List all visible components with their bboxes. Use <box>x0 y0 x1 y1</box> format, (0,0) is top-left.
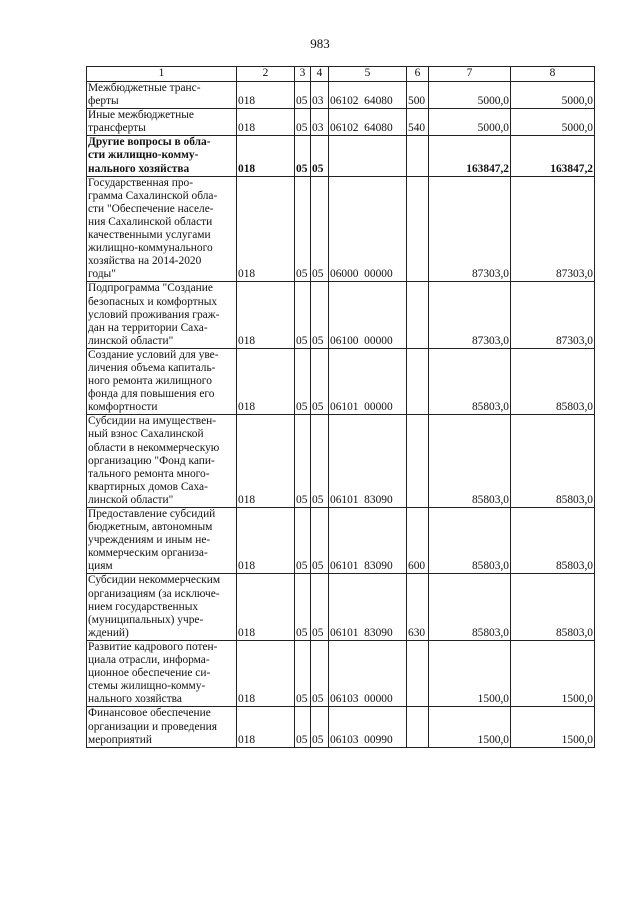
row-name: Государственная про- грамма Сахалинской обла- сти "Обеспечение населе- ния Сахалинской области качественными услугами жилищно-коммунального хозяйства на 2014-2020 годы" <box>87 176 237 282</box>
row-sum-col7: 85803,0 <box>429 415 511 508</box>
row-name: Создание условий для уве- личения объема капиталь- ного ремонта жилищного фонда для повышения его комфортности <box>87 348 237 414</box>
row-sum-col8: 85803,0 <box>511 574 595 640</box>
row-ved: 018 <box>237 348 295 414</box>
row-name: Финансовое обеспечение организации и проведения мероприятий <box>87 707 237 747</box>
row-sum-col7: 85803,0 <box>429 508 511 574</box>
row-rz: 05 <box>295 82 311 109</box>
header-cell: 5 <box>329 67 407 82</box>
row-sum-col7: 1500,0 <box>429 640 511 706</box>
row-ved: 018 <box>237 282 295 348</box>
row-expense-type: 500 <box>407 82 429 109</box>
row-sum-col7: 87303,0 <box>429 282 511 348</box>
row-pr: 03 <box>311 82 329 109</box>
row-sum-col8: 85803,0 <box>511 508 595 574</box>
row-pr: 05 <box>311 136 329 176</box>
header-cell: 2 <box>237 67 295 82</box>
row-ved: 018 <box>237 109 295 136</box>
table-row <box>87 282 595 348</box>
row-sum-col7: 87303,0 <box>429 176 511 282</box>
row-expense-type <box>407 707 429 747</box>
row-pr: 05 <box>311 574 329 640</box>
row-target-code: 06100 00000 <box>329 282 407 348</box>
row-expense-type <box>407 348 429 414</box>
row-name: Подпрограмма "Создание безопасных и комфортных условий проживания граж- дан на территории Саха- линской области" <box>87 282 237 348</box>
row-ved: 018 <box>237 640 295 706</box>
row-sum-col8: 87303,0 <box>511 282 595 348</box>
row-target-code: 06101 83090 <box>329 508 407 574</box>
row-pr: 05 <box>311 707 329 747</box>
row-expense-type <box>407 415 429 508</box>
row-name: Другие вопросы в обла- сти жилищно-комму- нального хозяйства <box>87 136 237 176</box>
row-pr: 03 <box>311 109 329 136</box>
row-sum-col7: 1500,0 <box>429 707 511 747</box>
row-ved: 018 <box>237 415 295 508</box>
row-pr: 05 <box>311 640 329 706</box>
row-sum-col8: 87303,0 <box>511 176 595 282</box>
row-pr: 05 <box>311 415 329 508</box>
row-expense-type <box>407 136 429 176</box>
row-sum-col7: 163847,2 <box>429 136 511 176</box>
row-target-code: 06000 00000 <box>329 176 407 282</box>
header-cell: 8 <box>511 67 595 82</box>
row-sum-col7: 85803,0 <box>429 574 511 640</box>
row-rz: 05 <box>295 640 311 706</box>
row-rz: 05 <box>295 348 311 414</box>
row-rz: 05 <box>295 415 311 508</box>
row-rz: 05 <box>295 136 311 176</box>
row-sum-col8: 1500,0 <box>511 707 595 747</box>
header-cell: 3 <box>295 67 311 82</box>
row-pr: 05 <box>311 508 329 574</box>
header-row <box>87 67 595 82</box>
row-name: Межбюджетные транс- ферты <box>87 82 237 109</box>
table-row <box>87 176 595 282</box>
row-ved: 018 <box>237 574 295 640</box>
table-row <box>87 707 595 747</box>
table-row <box>87 82 595 109</box>
budget-table <box>86 66 595 748</box>
row-expense-type: 630 <box>407 574 429 640</box>
row-rz: 05 <box>295 574 311 640</box>
row-expense-type <box>407 176 429 282</box>
row-name: Субсидии на имуществен- ный взнос Сахалинской области в некоммерческую организацию "Фонд капи- тального ремонта много- квартирных домов Саха- линской области" <box>87 415 237 508</box>
row-sum-col8: 5000,0 <box>511 82 595 109</box>
row-name: Субсидии некоммерческим организациям (за исключе- нием государственных (муниципальных) учре- ждений) <box>87 574 237 640</box>
header-cell: 1 <box>87 67 237 82</box>
row-target-code: 06102 64080 <box>329 109 407 136</box>
row-rz: 05 <box>295 176 311 282</box>
header-cell: 4 <box>311 67 329 82</box>
table-row <box>87 109 595 136</box>
row-name: Иные межбюджетные трансферты <box>87 109 237 136</box>
row-ved: 018 <box>237 176 295 282</box>
header-cell: 7 <box>429 67 511 82</box>
row-sum-col8: 85803,0 <box>511 415 595 508</box>
row-expense-type <box>407 640 429 706</box>
row-expense-type <box>407 282 429 348</box>
row-pr: 05 <box>311 348 329 414</box>
row-target-code: 06101 83090 <box>329 574 407 640</box>
row-target-code: 06101 83090 <box>329 415 407 508</box>
row-sum-col8: 1500,0 <box>511 640 595 706</box>
row-sum-col7: 5000,0 <box>429 82 511 109</box>
row-ved: 018 <box>237 136 295 176</box>
row-sum-col8: 5000,0 <box>511 109 595 136</box>
row-ved: 018 <box>237 82 295 109</box>
row-ved: 018 <box>237 707 295 747</box>
table-row <box>87 415 595 508</box>
row-expense-type: 600 <box>407 508 429 574</box>
row-target-code <box>329 136 407 176</box>
row-name: Развитие кадрового потен- циала отрасли, информа- ционное обеспечение си- стемы жилищно-комму- нального хозяйства <box>87 640 237 706</box>
row-rz: 05 <box>295 508 311 574</box>
row-sum-col7: 5000,0 <box>429 109 511 136</box>
row-sum-col8: 85803,0 <box>511 348 595 414</box>
table-row <box>87 348 595 414</box>
row-ved: 018 <box>237 508 295 574</box>
row-rz: 05 <box>295 109 311 136</box>
row-sum-col7: 85803,0 <box>429 348 511 414</box>
row-target-code: 06103 00990 <box>329 707 407 747</box>
page-number: 983 <box>310 36 330 51</box>
table-row <box>87 574 595 640</box>
row-sum-col8: 163847,2 <box>511 136 595 176</box>
table-row <box>87 508 595 574</box>
row-rz: 05 <box>295 282 311 348</box>
row-pr: 05 <box>311 176 329 282</box>
row-target-code: 06102 64080 <box>329 82 407 109</box>
row-pr: 05 <box>311 282 329 348</box>
header-cell: 6 <box>407 67 429 82</box>
table-row <box>87 136 595 176</box>
row-target-code: 06103 00000 <box>329 640 407 706</box>
row-target-code: 06101 00000 <box>329 348 407 414</box>
row-rz: 05 <box>295 707 311 747</box>
table-row <box>87 640 595 706</box>
row-name: Предоставление субсидий бюджетным, автономным учреждениям и иным не- коммерческим организа- циям <box>87 508 237 574</box>
row-expense-type: 540 <box>407 109 429 136</box>
